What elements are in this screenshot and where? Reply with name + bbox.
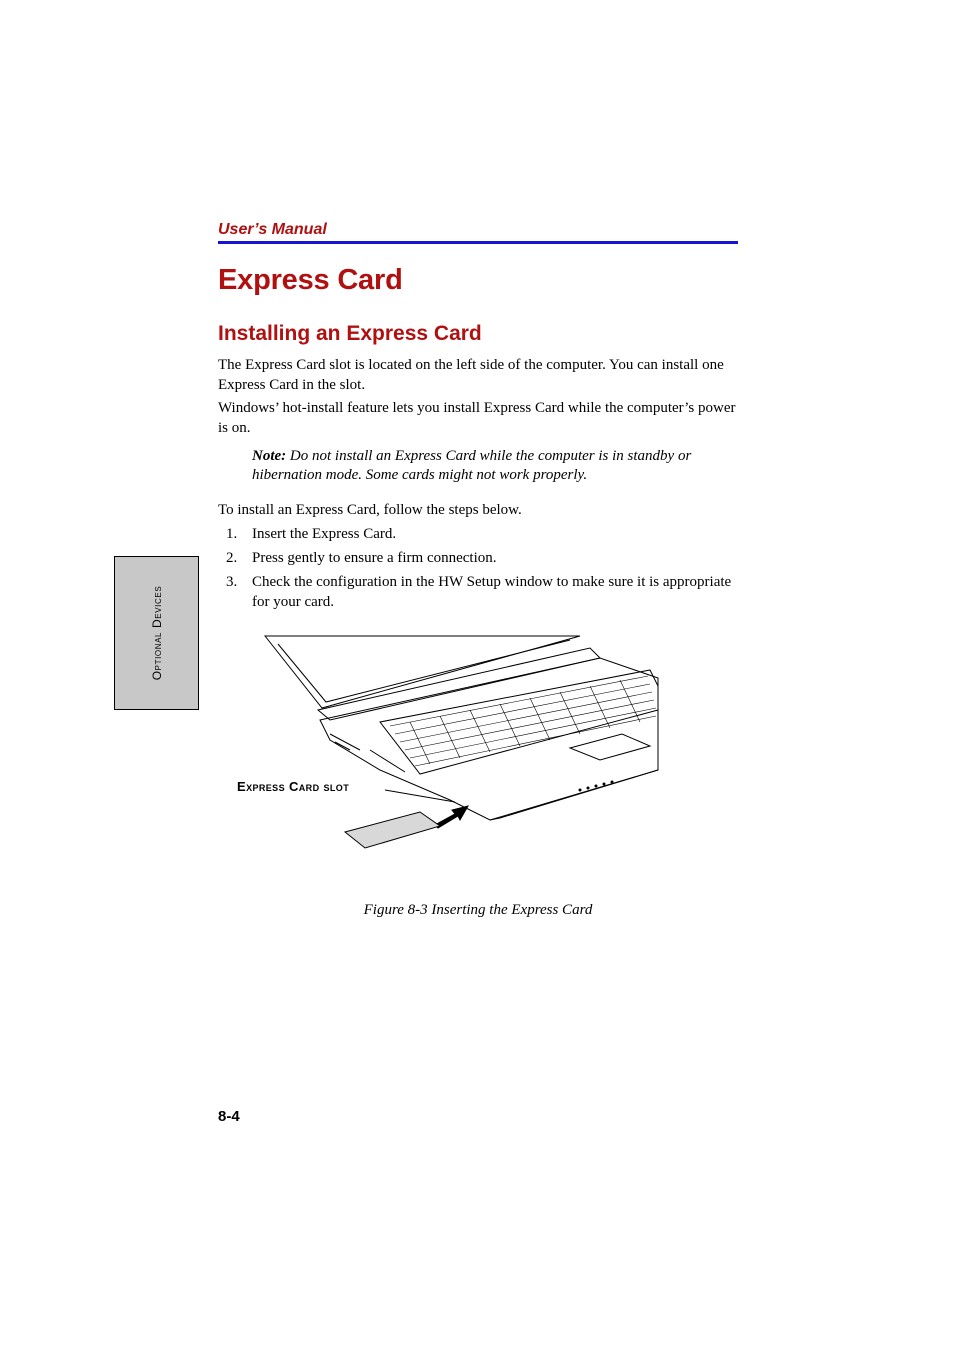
status-leds [579, 781, 614, 792]
laptop-figure [230, 630, 670, 860]
laptop-express-card-illustration [230, 630, 670, 860]
step-number: 1. [226, 526, 238, 542]
list-item [218, 524, 738, 544]
laptop-front-edge [490, 770, 658, 820]
touchpad [570, 734, 650, 760]
express-card [345, 812, 440, 848]
header-rule [218, 241, 738, 244]
figure-caption: Figure 8-3 Inserting the Express Card [363, 902, 593, 918]
running-header-title: User’s Manual [218, 221, 327, 238]
chapter-side-tab-label: Optional Devices [149, 585, 164, 681]
list-item [218, 572, 738, 612]
chapter-side-tab [114, 556, 199, 710]
callout-leader [385, 790, 455, 802]
step-text: Press gently to ensure a firm connection. [252, 550, 497, 566]
step-text: Insert the Express Card. [252, 526, 397, 542]
steps-intro: To install an Express Card, follow the steps below. [218, 502, 522, 518]
laptop-hinge [318, 648, 600, 720]
express-card-slot-callout: Express Card slot [237, 779, 350, 794]
note [252, 447, 712, 485]
keyboard-area [380, 670, 658, 774]
insertion-arrow-icon [435, 806, 468, 828]
note-text: Do not install an Express Card while the computer is in standby or hibernation mode. Some cards might not work properly. [252, 448, 692, 483]
step-text: Check the configuration in the HW Setup window to make sure it is appropriate for your card. [252, 574, 732, 610]
step-number: 2. [226, 550, 238, 566]
laptop-base [320, 658, 658, 820]
note-label: Note: [252, 448, 287, 464]
page-title: Express Card [218, 264, 403, 296]
steps-list [218, 524, 738, 616]
step-number: 3. [226, 574, 238, 590]
paragraph-hot-install: Windows’ hot-install feature lets you install Express Card while the computer’s power is on. [218, 400, 736, 436]
list-item [218, 548, 738, 568]
section-title: Installing an Express Card [218, 322, 482, 345]
paragraph-slot-location: The Express Card slot is located on the left side of the computer. You can install one Express Card in the slot. [218, 357, 724, 393]
laptop-lid-inner [278, 640, 570, 702]
page-number: 8-4 [218, 1108, 240, 1125]
